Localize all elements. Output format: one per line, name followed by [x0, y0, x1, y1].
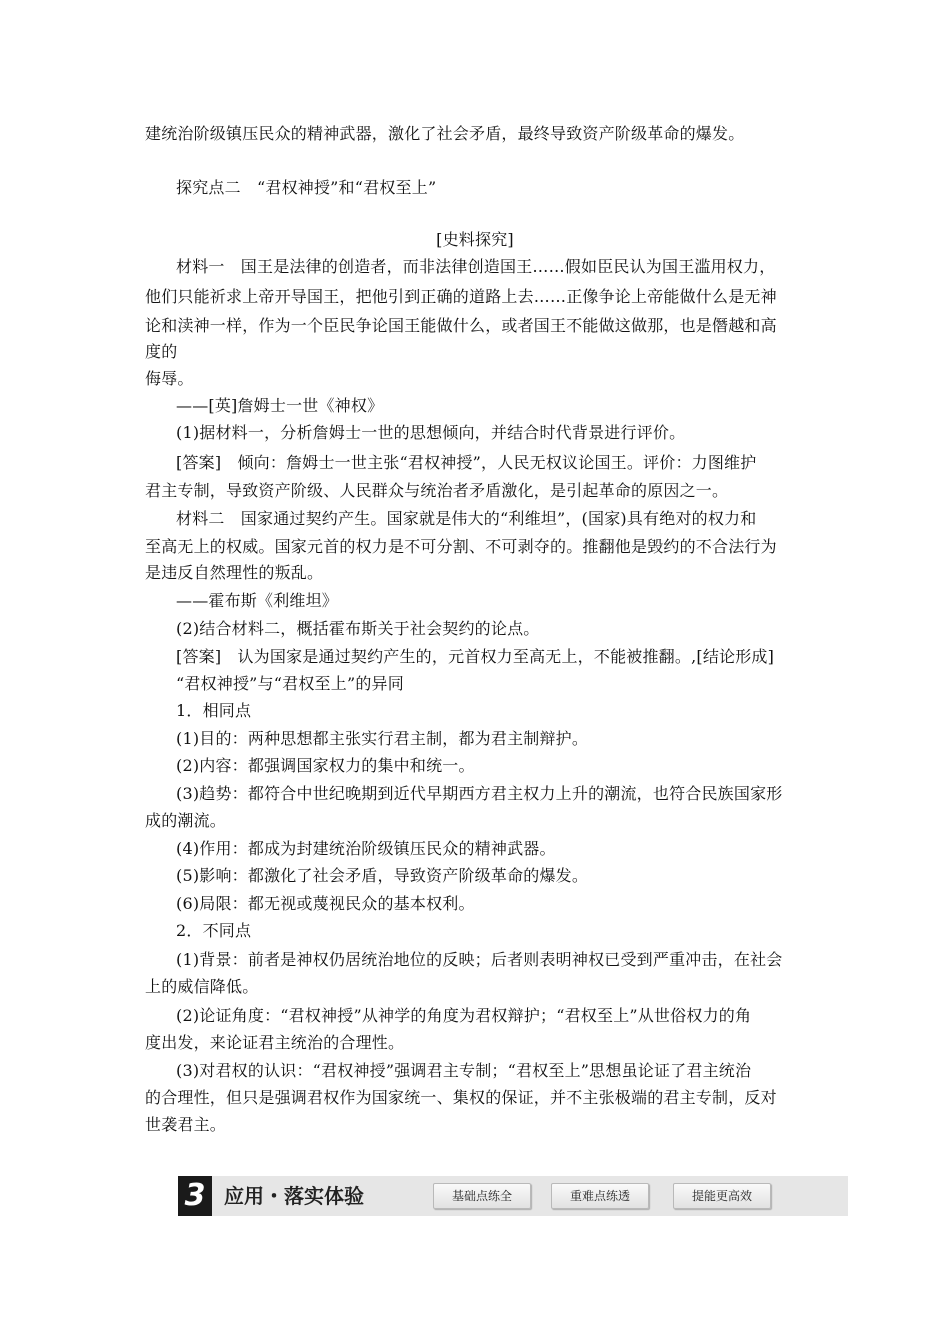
text-line: 论和渎神一样，作为一个臣民争论国王能做什么，或者国王不能做这做那，也是僭越和高 — [145, 316, 777, 335]
section-banner — [178, 1176, 848, 1216]
list-item: 世袭君主。 — [145, 1115, 227, 1134]
text-line: 侮辱。 — [145, 369, 194, 388]
advanced-button[interactable]: 提能更高效 — [673, 1183, 771, 1209]
list-item: (1)目的：两种思想都主张实行君主制，都为君主制辩护。 — [176, 729, 589, 748]
list-item: 的合理性，但只是强调君权作为国家统一、集权的保证，并不主张极端的君主专制，反对 — [145, 1088, 777, 1107]
list-item: (6)局限：都无视或蔑视民众的基本权利。 — [176, 894, 475, 913]
section-number-badge: 3 — [178, 1176, 212, 1216]
list-item: 上的威信降低。 — [145, 977, 259, 996]
list-heading: 1．相同点 — [176, 701, 252, 720]
list-item: (3)对君权的认识：“君权神授”强调君主专制；“君权至上”思想虽论证了君主统治 — [176, 1061, 752, 1080]
question: (1)据材料一，分析詹姆士一世的思想倾向，并结合时代背景进行评价。 — [176, 423, 686, 442]
text-line: 他们只能祈求上帝开导国王，把他引到正确的道路上去……正像争论上帝能做什么是无神 — [145, 287, 777, 306]
list-item: (1)背景：前者是神权仍居统治地位的反映；后者则表明神权已受到严重冲击，在社会 — [176, 950, 783, 969]
list-item: (2)论证角度：“君权神授”从神学的角度为君权辩护；“君权至上”从世俗权力的角 — [176, 1006, 752, 1025]
text-line: 是违反自然理性的叛乱。 — [145, 563, 324, 582]
list-item: (5)影响：都激化了社会矛盾，导致资产阶级革命的爆发。 — [176, 866, 589, 885]
list-item: (2)内容：都强调国家权力的集中和统一。 — [176, 756, 475, 775]
text-line: 建统治阶级镇压民众的精神武器，激化了社会矛盾，最终导致资产阶级革命的爆发。 — [145, 124, 745, 143]
section-heading: 探究点二 “君权神授”和“君权至上” — [176, 178, 437, 197]
text-line: “君权神授”与“君权至上”的异同 — [176, 674, 404, 693]
question: (2)结合材料二，概括霍布斯关于社会契约的论点。 — [176, 619, 540, 638]
list-item: (3)趋势：都符合中世纪晚期到近代早期西方君主权力上升的潮流，也符合民族国家形 — [176, 784, 783, 803]
answer-line: 君主专制，导致资产阶级、人民群众与统治者矛盾激化，是引起革命的原因之一。 — [145, 481, 729, 500]
basic-practice-button[interactable]: 基础点练全 — [433, 1183, 531, 1209]
text-line: 度的 — [145, 342, 178, 361]
text-line: 至高无上的权威。国家元首的权力是不可分割、不可剥夺的。推翻他是毁约的不合法行为 — [145, 537, 777, 556]
list-item: 度出发，来论证君主统治的合理性。 — [145, 1033, 405, 1052]
text-line: 材料二 国家通过契约产生。国家就是伟大的“利维坦”，(国家)具有绝对的权力和 — [176, 509, 757, 528]
source-citation: ——霍布斯《利维坦》 — [176, 591, 339, 610]
text-line: 材料一 国王是法律的创造者，而非法律创造国王……假如臣民认为国王滥用权力， — [176, 257, 776, 276]
answer-line: [答案] 认为国家是通过契约产生的，元首权力至高无上，不能被推翻。,[结论形成] — [176, 647, 775, 666]
list-item: (4)作用：都成为封建统治阶级镇压民众的精神武器。 — [176, 839, 556, 858]
list-heading: 2．不同点 — [176, 921, 252, 940]
banner-title: 应用・落实体验 — [224, 1184, 364, 1208]
list-item: 成的潮流。 — [145, 811, 227, 830]
answer-line: [答案] 倾向：詹姆士一世主张“君权神授”，人民无权议论国王。评价：力图维护 — [176, 453, 757, 472]
subsection-heading: [史料探究] — [436, 230, 514, 249]
source-citation: ——[英]詹姆士一世《神权》 — [176, 396, 384, 415]
key-difficulty-button[interactable]: 重难点练透 — [551, 1183, 649, 1209]
